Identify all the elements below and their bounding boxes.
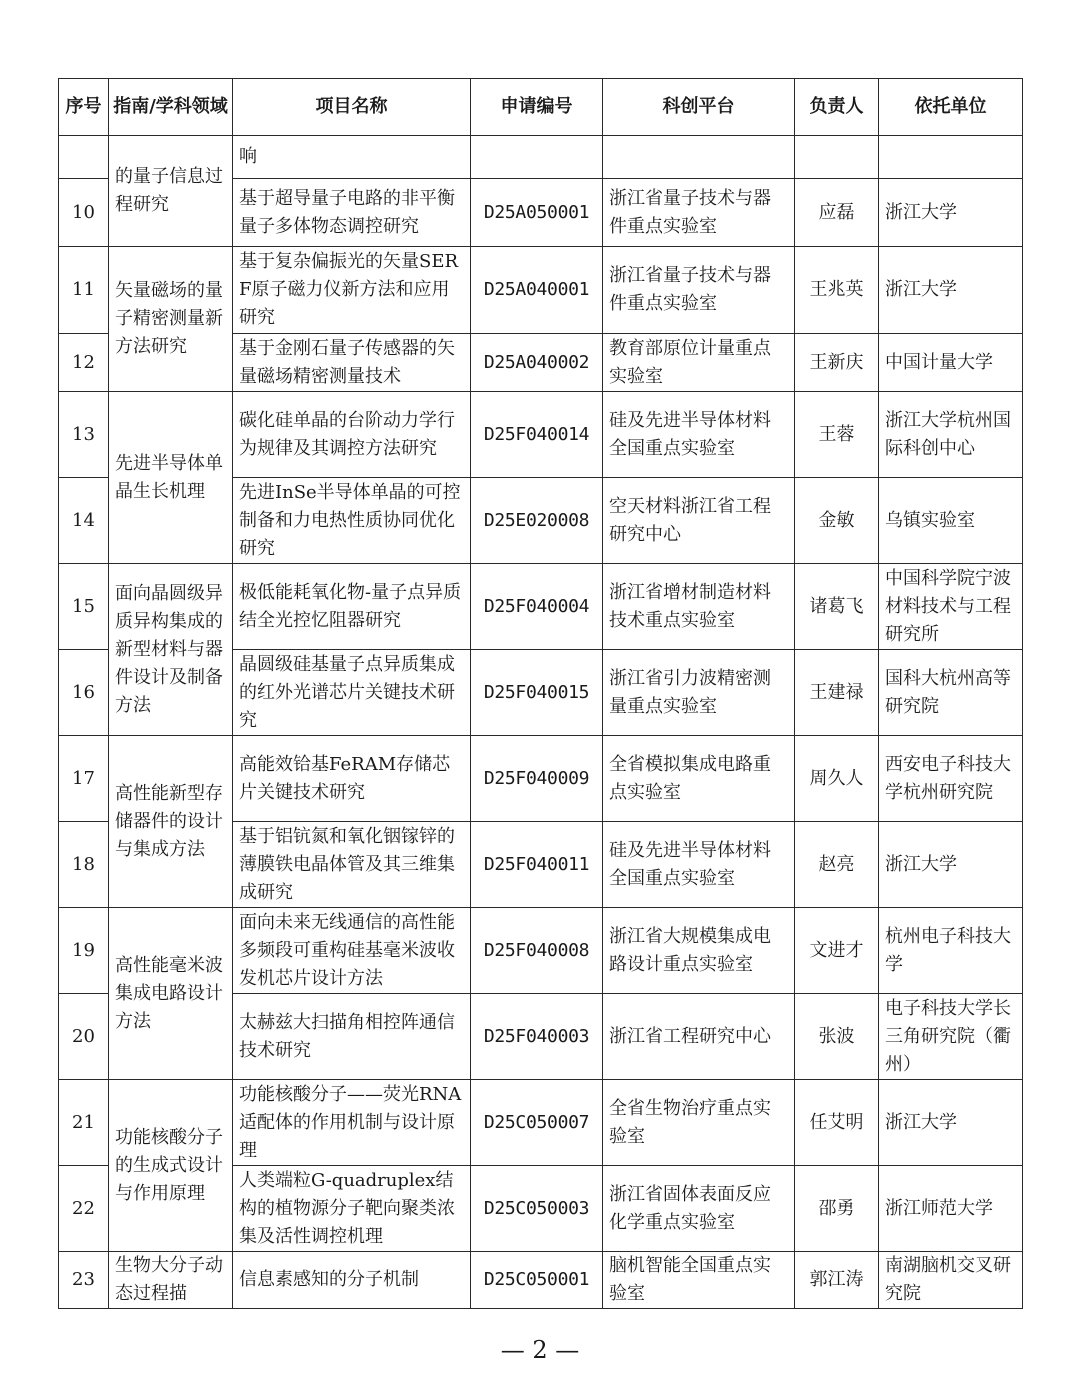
table-row [59,908,1023,994]
cell-person: 诸葛飞 [795,564,879,650]
header-row [59,79,1023,136]
cell-person: 赵亮 [795,822,879,908]
cell-area: 面向晶圆级异质异构集成的新型材料与器件设计及制备方法 [109,564,233,736]
cell-platform: 全省模拟集成电路重点实验室 [603,736,795,822]
cell-code: D25F040014 [471,392,603,478]
cell-area: 先进半导体单晶生长机理 [109,392,233,564]
cell-person: 王建禄 [795,650,879,736]
cell-platform: 空天材料浙江省工程研究中心 [603,478,795,564]
header-platform: 科创平台 [603,79,795,136]
cell-area: 功能核酸分子的生成式设计与作用原理 [109,1080,233,1252]
cell-code: D25F040008 [471,908,603,994]
cell-no: 11 [59,247,109,334]
cell-no: 20 [59,994,109,1080]
cell-no: 15 [59,564,109,650]
cell-code: D25E020008 [471,478,603,564]
cell-unit: 杭州电子科技大学 [879,908,1023,994]
cell-platform: 教育部原位计量重点实验室 [603,334,795,392]
header-unit: 依托单位 [879,79,1023,136]
cell-person: 郭江涛 [795,1252,879,1309]
cell-no: 13 [59,392,109,478]
cell-name: 功能核酸分子——荧光RNA适配体的作用机制与设计原理 [233,1080,471,1166]
cell-no: 21 [59,1080,109,1166]
cell-person: 王蓉 [795,392,879,478]
cell-platform: 全省生物治疗重点实验室 [603,1080,795,1166]
cell-name: 响 [233,136,471,179]
header-person: 负责人 [795,79,879,136]
cell-person: 周久人 [795,736,879,822]
cell-platform: 浙江省量子技术与器件重点实验室 [603,179,795,247]
cell-code: D25F040004 [471,564,603,650]
cell-person: 金敏 [795,478,879,564]
cell-platform: 硅及先进半导体材料全国重点实验室 [603,392,795,478]
cell-unit: 浙江大学 [879,1080,1023,1166]
cell-name: 碳化硅单晶的台阶动力学行为规律及其调控方法研究 [233,392,471,478]
cell-person: 王新庆 [795,334,879,392]
cell-area: 的量子信息过程研究 [109,136,233,247]
cell-name: 基于超导量子电路的非平衡量子多体物态调控研究 [233,179,471,247]
cell-name: 基于铝钪氮和氧化铟镓锌的薄膜铁电晶体管及其三维集成研究 [233,822,471,908]
cell-unit: 浙江师范大学 [879,1166,1023,1252]
cell-unit: 国科大杭州高等研究院 [879,650,1023,736]
cell-name: 晶圆级硅基量子点异质集成的红外光谱芯片关键技术研究 [233,650,471,736]
cell-area: 生物大分子动态过程描 [109,1252,233,1309]
table-row [59,247,1023,334]
cell-code: D25C050003 [471,1166,603,1252]
cell-no: 22 [59,1166,109,1252]
cell-no: 14 [59,478,109,564]
cell-unit: 中国计量大学 [879,334,1023,392]
cell-person: 应磊 [795,179,879,247]
header-code: 申请编号 [471,79,603,136]
cell-no: 18 [59,822,109,908]
cell-area: 矢量磁场的量子精密测量新方法研究 [109,247,233,392]
cell-platform: 浙江省引力波精密测量重点实验室 [603,650,795,736]
table-row [59,1080,1023,1166]
cell-code: D25A050001 [471,179,603,247]
table-row [59,392,1023,478]
cell-name: 太赫兹大扫描角相控阵通信技术研究 [233,994,471,1080]
cell-person: 文进才 [795,908,879,994]
cell-name: 高能效铪基FeRAM存储芯片关键技术研究 [233,736,471,822]
header-area: 指南/学科领域 [109,79,233,136]
cell-name: 信息素感知的分子机制 [233,1252,471,1309]
cell-unit: 中国科学院宁波材料技术与工程研究所 [879,564,1023,650]
cell-unit: 浙江大学 [879,822,1023,908]
cell-code [471,136,603,179]
cell-name: 先进InSe半导体单晶的可控制备和力电热性质协同优化研究 [233,478,471,564]
cell-area: 高性能毫米波集成电路设计方法 [109,908,233,1080]
cell-unit: 电子科技大学长三角研究院（衢州） [879,994,1023,1080]
cell-unit: 乌镇实验室 [879,478,1023,564]
table-row [59,136,1023,179]
cell-no [59,136,109,179]
cell-code: D25C050007 [471,1080,603,1166]
cell-code: D25A040002 [471,334,603,392]
project-table [58,78,1023,1309]
cell-code: D25F040015 [471,650,603,736]
table-row [59,736,1023,822]
cell-person: 任艾明 [795,1080,879,1166]
cell-unit: 南湖脑机交叉研究院 [879,1252,1023,1309]
page-number: — 2 — [500,1336,580,1364]
table-row [59,564,1023,650]
cell-name: 基于复杂偏振光的矢量SERF原子磁力仪新方法和应用研究 [233,247,471,334]
cell-unit: 浙江大学 [879,179,1023,247]
cell-platform: 浙江省量子技术与器件重点实验室 [603,247,795,334]
cell-no: 23 [59,1252,109,1309]
cell-platform: 浙江省增材制造材料技术重点实验室 [603,564,795,650]
table-row [59,1252,1023,1309]
cell-no: 16 [59,650,109,736]
cell-platform [603,136,795,179]
cell-area: 高性能新型存储器件的设计与集成方法 [109,736,233,908]
cell-person: 王兆英 [795,247,879,334]
cell-person [795,136,879,179]
cell-platform: 浙江省固体表面反应化学重点实验室 [603,1166,795,1252]
cell-no: 17 [59,736,109,822]
cell-no: 10 [59,179,109,247]
cell-person: 邵勇 [795,1166,879,1252]
cell-code: D25F040011 [471,822,603,908]
cell-unit: 西安电子科技大学杭州研究院 [879,736,1023,822]
cell-platform: 浙江省工程研究中心 [603,994,795,1080]
cell-name: 极低能耗氧化物-量子点异质结全光控忆阻器研究 [233,564,471,650]
cell-platform: 硅及先进半导体材料全国重点实验室 [603,822,795,908]
cell-name: 基于金刚石量子传感器的矢量磁场精密测量技术 [233,334,471,392]
cell-platform: 脑机智能全国重点实验室 [603,1252,795,1309]
cell-code: D25F040003 [471,994,603,1080]
cell-name: 面向未来无线通信的高性能多频段可重构硅基毫米波收发机芯片设计方法 [233,908,471,994]
cell-name: 人类端粒G-quadruplex结构的植物源分子靶向聚类浓集及活性调控机理 [233,1166,471,1252]
cell-code: D25F040009 [471,736,603,822]
header-no: 序号 [59,79,109,136]
cell-no: 19 [59,908,109,994]
header-name: 项目名称 [233,79,471,136]
cell-unit: 浙江大学杭州国际科创中心 [879,392,1023,478]
cell-no: 12 [59,334,109,392]
cell-person: 张波 [795,994,879,1080]
cell-code: D25C050001 [471,1252,603,1309]
cell-unit [879,136,1023,179]
cell-platform: 浙江省大规模集成电路设计重点实验室 [603,908,795,994]
cell-code: D25A040001 [471,247,603,334]
cell-unit: 浙江大学 [879,247,1023,334]
